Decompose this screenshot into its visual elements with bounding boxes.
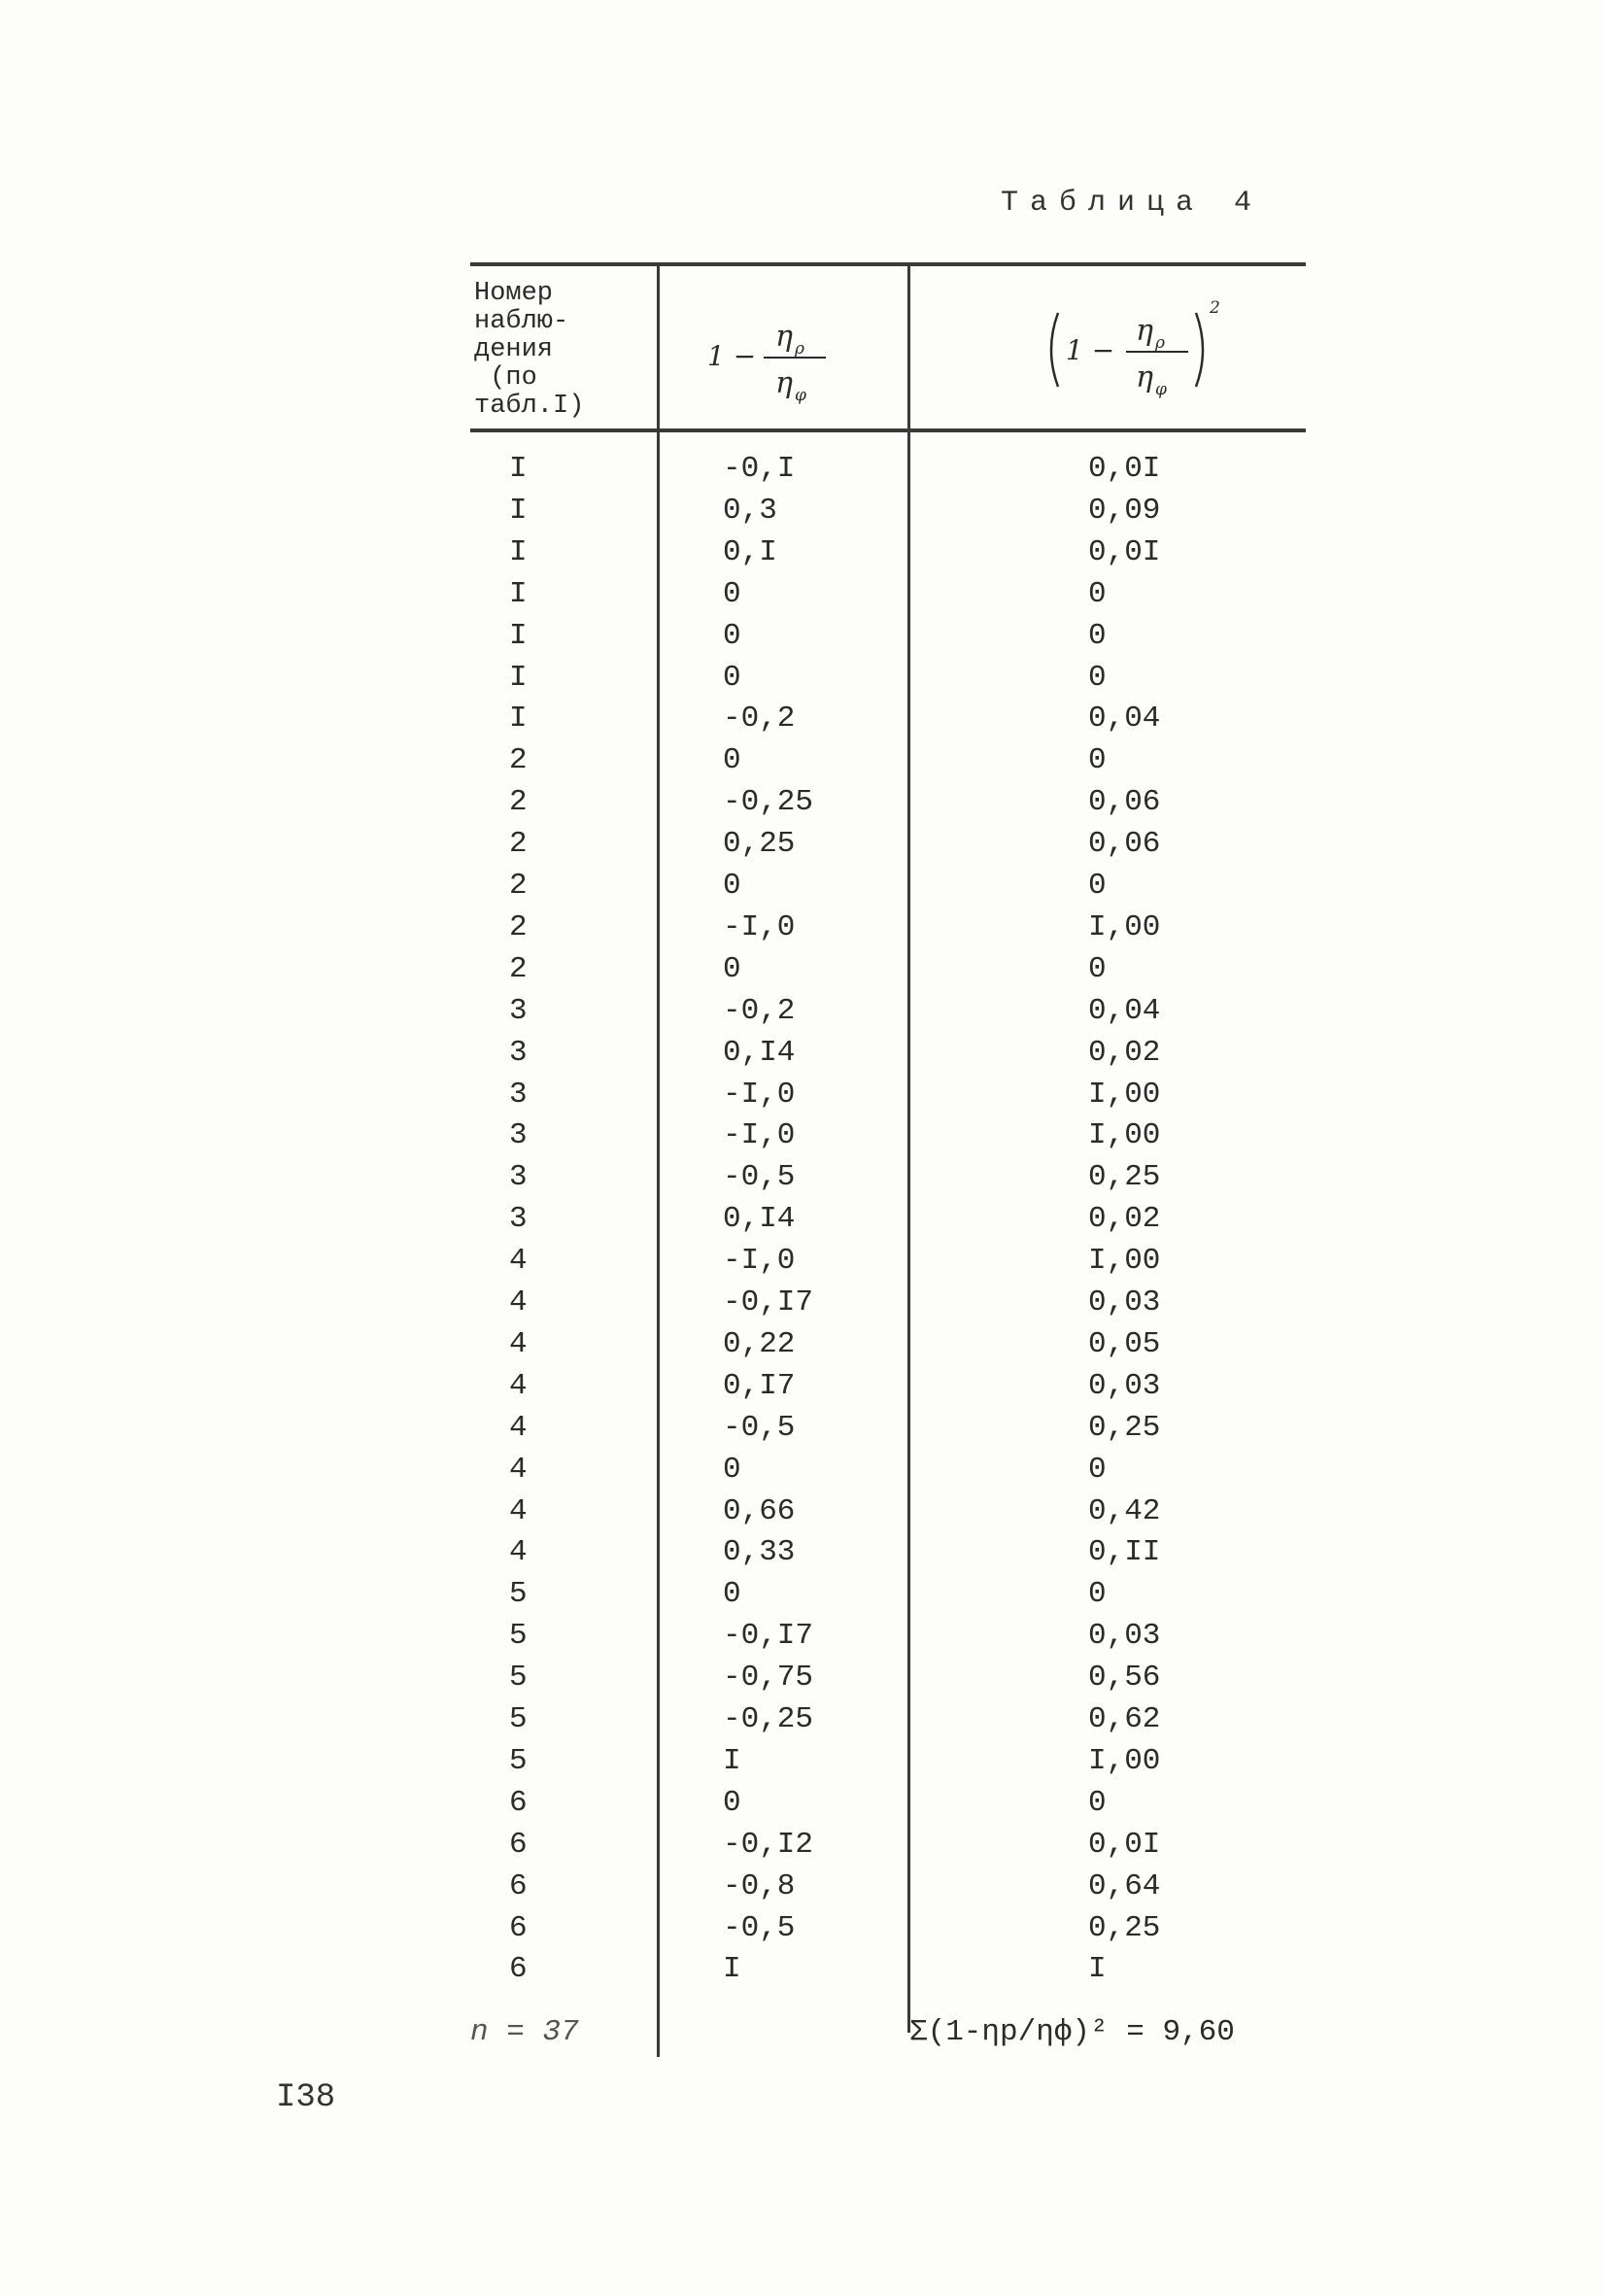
squared-deviation-cell: 0,06 <box>1088 785 1161 820</box>
deviation-cell: 0,25 <box>723 827 796 862</box>
table-totals-row <box>470 2009 1306 2056</box>
svg-text:ρ: ρ <box>1155 333 1165 353</box>
header-line: (по <box>474 363 537 393</box>
squared-deviation-cell: 0,62 <box>1088 1702 1161 1736</box>
squared-deviation-cell: 0 <box>1088 660 1107 695</box>
squared-deviation-cell: 0,25 <box>1088 1410 1161 1445</box>
deviation-cell: 0,22 <box>723 1326 796 1361</box>
squared-deviation-cell: 0,25 <box>1088 1160 1161 1195</box>
squared-deviation-cell: 0 <box>1088 743 1107 778</box>
table-row <box>470 740 1306 781</box>
observation-number-cell: 2 <box>509 743 528 778</box>
table-row <box>470 1115 1306 1156</box>
observation-number-cell: 4 <box>509 1244 528 1279</box>
table-row <box>470 908 1306 948</box>
observation-number-cell: I <box>509 576 528 611</box>
deviation-cell: -0,5 <box>723 1410 796 1445</box>
squared-deviation-cell: 0,05 <box>1088 1326 1161 1361</box>
table-row <box>470 1825 1306 1866</box>
header-formula-squared <box>1044 291 1229 398</box>
squared-deviation-cell: 0,03 <box>1088 1368 1161 1403</box>
squared-deviation-cell: I,00 <box>1088 1118 1161 1153</box>
table-row <box>470 1867 1306 1907</box>
deviation-cell: 0,I <box>723 534 777 569</box>
observation-number-cell: 3 <box>509 1202 528 1237</box>
squared-deviation-cell: 0,0I <box>1088 534 1161 569</box>
sum-of-squares: Σ(1-ηр/ηф)² = 9,60 <box>909 2015 1235 2049</box>
deviation-cell: 0,3 <box>723 493 777 528</box>
table-row <box>470 1450 1306 1491</box>
table-top-rule <box>470 262 1306 266</box>
observation-number-cell: 4 <box>509 1452 528 1487</box>
table-row <box>470 1324 1306 1365</box>
observation-number-cell: 5 <box>509 1743 528 1778</box>
table-row <box>470 824 1306 865</box>
svg-text:1 −: 1 − <box>1066 334 1115 366</box>
table-row <box>470 782 1306 823</box>
squared-deviation-cell: 0 <box>1088 951 1107 986</box>
squared-deviation-cell: 0,0I <box>1088 1827 1161 1862</box>
table-row <box>470 1075 1306 1115</box>
deviation-cell: -0,I7 <box>723 1619 814 1654</box>
deviation-cell: -I,0 <box>723 1118 796 1153</box>
observation-number-cell: 4 <box>509 1326 528 1361</box>
observation-number-cell: I <box>509 702 528 737</box>
squared-deviation-cell: 0,03 <box>1088 1285 1161 1319</box>
table-row <box>470 1949 1306 1990</box>
svg-text:φ: φ <box>1155 380 1167 398</box>
deviation-cell: 0 <box>723 576 741 611</box>
table-row <box>470 1491 1306 1532</box>
observation-number-cell: 2 <box>509 909 528 944</box>
table-row <box>470 1241 1306 1282</box>
observation-number-cell: I <box>509 660 528 695</box>
squared-deviation-cell: 0 <box>1088 1785 1107 1820</box>
table-row <box>470 1908 1306 1949</box>
squared-deviation-cell: I,00 <box>1088 1244 1161 1279</box>
deviation-cell: 0 <box>723 618 741 653</box>
observation-number-cell: 3 <box>509 1077 528 1112</box>
observation-number-cell: 5 <box>509 1661 528 1696</box>
table-row <box>470 866 1306 907</box>
deviation-cell: -0,5 <box>723 1160 796 1195</box>
svg-text:η: η <box>775 320 793 354</box>
deviation-cell: 0 <box>723 743 741 778</box>
squared-deviation-cell: I,00 <box>1088 1743 1161 1778</box>
deviation-cell: -0,25 <box>723 1702 814 1736</box>
deviation-cell: -0,8 <box>723 1868 796 1903</box>
table-row <box>470 449 1306 490</box>
table-row <box>470 1199 1306 1240</box>
observation-number-cell: 2 <box>509 785 528 820</box>
observation-number-cell: 3 <box>509 1160 528 1195</box>
deviation-cell: I <box>723 1743 741 1778</box>
deviation-cell: -0,I2 <box>723 1827 814 1862</box>
table-row <box>470 991 1306 1032</box>
squared-deviation-cell: 0,64 <box>1088 1868 1161 1903</box>
deviation-cell: -I,0 <box>723 1077 796 1112</box>
observation-number-cell: I <box>509 618 528 653</box>
observation-number-cell: 3 <box>509 1035 528 1070</box>
deviation-cell: 0,33 <box>723 1535 796 1570</box>
deviation-cell: 0 <box>723 1785 741 1820</box>
deviation-cell: 0 <box>723 1577 741 1612</box>
table-row <box>470 1574 1306 1615</box>
header-line: табл.I) <box>474 392 585 421</box>
deviation-cell: -I,0 <box>723 1244 796 1279</box>
deviation-cell: I <box>723 1952 741 1987</box>
deviation-cell: -0,2 <box>723 993 796 1028</box>
table-row <box>470 658 1306 699</box>
squared-deviation-cell: 0,25 <box>1088 1910 1161 1945</box>
squared-deviation-cell: 0,56 <box>1088 1661 1161 1696</box>
observation-number-cell: 5 <box>509 1577 528 1612</box>
header-line: Номер <box>474 279 554 308</box>
observation-number-cell: 4 <box>509 1410 528 1445</box>
observation-number-cell: I <box>509 493 528 528</box>
table-row <box>470 1366 1306 1407</box>
header-formula-deviation <box>707 309 843 406</box>
deviation-cell: 0 <box>723 869 741 903</box>
deviation-cell: 0 <box>723 660 741 695</box>
squared-deviation-cell: 0 <box>1088 1452 1107 1487</box>
table-row <box>470 1283 1306 1323</box>
table-row <box>470 1616 1306 1657</box>
table-row <box>470 1033 1306 1074</box>
squared-deviation-cell: 0 <box>1088 869 1107 903</box>
squared-deviation-cell: I,00 <box>1088 1077 1161 1112</box>
deviation-cell: -I,0 <box>723 909 796 944</box>
deviation-cell: -0,75 <box>723 1661 814 1696</box>
svg-text:ρ: ρ <box>795 339 804 359</box>
deviation-cell: -0,I <box>723 452 796 486</box>
deviation-cell: -0,2 <box>723 702 796 737</box>
table-row <box>470 1157 1306 1198</box>
deviation-cell: 0,I7 <box>723 1368 796 1403</box>
squared-deviation-cell: 0,09 <box>1088 493 1161 528</box>
deviation-cell: 0,66 <box>723 1493 796 1528</box>
deviation-cell: 0,I4 <box>723 1202 796 1237</box>
table-row <box>470 949 1306 990</box>
observation-number-cell: 5 <box>509 1702 528 1736</box>
observation-number-cell: 3 <box>509 993 528 1028</box>
table-row <box>470 1408 1306 1449</box>
squared-deviation-cell: 0,04 <box>1088 993 1161 1028</box>
svg-text:1 −: 1 − <box>707 340 757 372</box>
table-header-rule <box>470 428 1306 432</box>
deviation-cell: -0,I7 <box>723 1285 814 1319</box>
observation-number-cell: 4 <box>509 1285 528 1319</box>
header-observation-number <box>474 280 649 421</box>
squared-deviation-cell: 0 <box>1088 576 1107 611</box>
observation-number-cell: 6 <box>509 1952 528 1987</box>
deviation-cell: 0 <box>723 951 741 986</box>
header-line: дения <box>474 335 554 364</box>
observation-number-cell: 5 <box>509 1619 528 1654</box>
squared-deviation-cell: 0,02 <box>1088 1035 1161 1070</box>
squared-deviation-cell: 0,42 <box>1088 1493 1161 1528</box>
table-caption: Таблица 4 <box>1001 187 1264 220</box>
deviation-cell: 0,I4 <box>723 1035 796 1070</box>
header-line: наблю- <box>474 307 569 336</box>
svg-text:η: η <box>1136 314 1153 348</box>
observation-number-cell: 3 <box>509 1118 528 1153</box>
table-row <box>470 1741 1306 1782</box>
svg-text:η: η <box>1136 360 1153 394</box>
squared-deviation-cell: 0,06 <box>1088 827 1161 862</box>
observation-number-cell: I <box>509 534 528 569</box>
svg-text:φ: φ <box>795 386 806 405</box>
squared-deviation-cell: 0,02 <box>1088 1202 1161 1237</box>
observation-number-cell: 6 <box>509 1910 528 1945</box>
observation-number-cell: 4 <box>509 1368 528 1403</box>
squared-deviation-cell: 0 <box>1088 618 1107 653</box>
table-row <box>470 616 1306 657</box>
observation-number-cell: 2 <box>509 869 528 903</box>
deviation-cell: -0,25 <box>723 785 814 820</box>
squared-deviation-cell: I <box>1088 1952 1107 1987</box>
observation-number-cell: I <box>509 452 528 486</box>
svg-text:2: 2 <box>1210 298 1220 318</box>
observation-count: n = 37 <box>470 2015 579 2049</box>
table-row <box>470 699 1306 739</box>
squared-deviation-cell: 0,04 <box>1088 702 1161 737</box>
deviation-cell: 0 <box>723 1452 741 1487</box>
svg-text:η: η <box>775 366 793 400</box>
observation-number-cell: 2 <box>509 827 528 862</box>
observation-number-cell: 4 <box>509 1493 528 1528</box>
table-row <box>470 1783 1306 1824</box>
observation-number-cell: 6 <box>509 1868 528 1903</box>
table-row <box>470 1699 1306 1740</box>
table-row <box>470 532 1306 573</box>
squared-deviation-cell: I,00 <box>1088 909 1161 944</box>
table-row <box>470 574 1306 615</box>
table-row <box>470 1658 1306 1698</box>
observation-number-cell: 2 <box>509 951 528 986</box>
squared-deviation-cell: 0,03 <box>1088 1619 1161 1654</box>
observation-number-cell: 6 <box>509 1827 528 1862</box>
table-row <box>470 1532 1306 1573</box>
page-number: I38 <box>276 2079 336 2116</box>
deviation-cell: -0,5 <box>723 1910 796 1945</box>
observation-number-cell: 6 <box>509 1785 528 1820</box>
squared-deviation-cell: 0 <box>1088 1577 1107 1612</box>
squared-deviation-cell: 0,II <box>1088 1535 1161 1570</box>
table-row <box>470 491 1306 531</box>
squared-deviation-cell: 0,0I <box>1088 452 1161 486</box>
observation-number-cell: 4 <box>509 1535 528 1570</box>
